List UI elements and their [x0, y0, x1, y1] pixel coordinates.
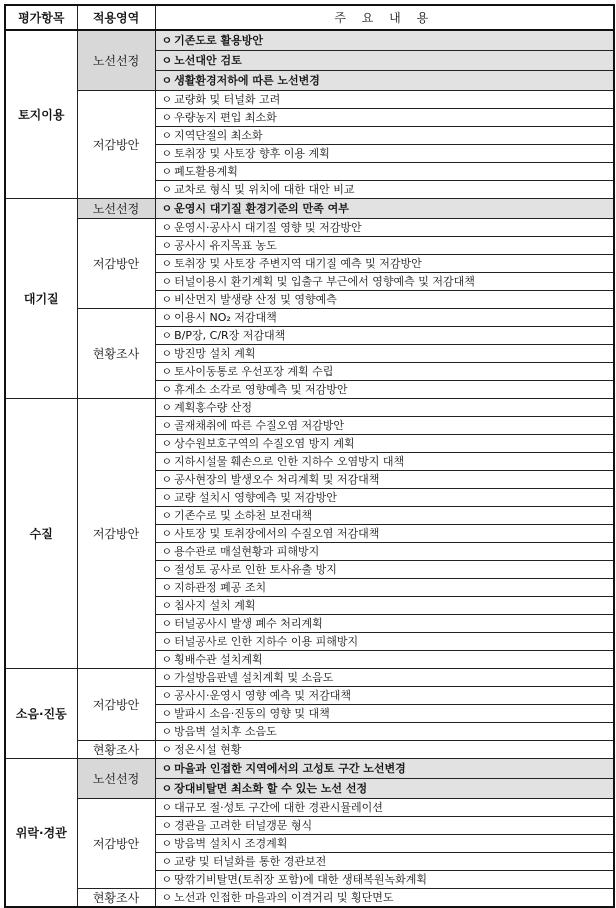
content-cell	[155, 363, 614, 381]
header-evaluation-item: 평가항목	[5, 5, 77, 30]
bullet-icon: ㅇ	[161, 800, 173, 814]
header-application-area: 적용영역	[77, 5, 155, 30]
content-text: 노선과 인접한 마을과의 이격거리 및 횡단면도	[174, 890, 394, 904]
content-cell	[155, 525, 614, 543]
category-cell: 토지이용	[5, 30, 77, 199]
area-cell: 노선선정	[77, 199, 155, 219]
bullet-icon: ㅇ	[161, 164, 173, 178]
bullet-icon: ㅇ	[161, 872, 173, 886]
area-cell: 저감방안	[77, 91, 155, 199]
content-cell	[155, 835, 614, 853]
content-cell	[155, 889, 614, 908]
bullet-icon: ㅇ	[161, 761, 173, 775]
bullet-icon: ㅇ	[161, 292, 173, 306]
area-cell: 저감방안	[77, 799, 155, 889]
content-cell	[155, 615, 614, 633]
content-cell	[155, 597, 614, 615]
category-cell: 대기질	[5, 199, 77, 399]
content-text: 생활환경저하에 따른 노선변경	[174, 73, 320, 87]
content-text: 노선대안 검토	[174, 53, 242, 67]
content-cell	[155, 799, 614, 817]
content-cell	[155, 651, 614, 669]
bullet-icon: ㅇ	[161, 634, 173, 648]
content-cell	[155, 435, 614, 453]
table-row	[5, 30, 614, 51]
bullet-icon: ㅇ	[161, 220, 173, 234]
content-text: 우량농지 편입 최소화	[174, 110, 277, 124]
bullet-icon: ㅇ	[161, 238, 173, 252]
content-text: 마을과 인접한 지역에서의 고성토 구간 노선변경	[174, 761, 406, 775]
bullet-icon: ㅇ	[161, 382, 173, 396]
category-cell: 수질	[5, 399, 77, 669]
content-text: 토취장 및 사토장 향후 이용 계획	[174, 146, 330, 160]
table-row	[5, 741, 614, 759]
content-text: 횡배수관 설치계획	[174, 652, 263, 666]
evaluation-table	[4, 4, 615, 908]
content-cell	[155, 561, 614, 579]
area-cell: 노선선정	[77, 30, 155, 91]
bullet-icon: ㅇ	[161, 742, 173, 756]
bullet-icon: ㅇ	[161, 818, 173, 832]
content-text: 이용시 NO₂ 저감대책	[174, 310, 277, 324]
content-text: 절성토 공사로 인한 토사유출 방지	[174, 562, 337, 576]
content-cell	[155, 91, 614, 109]
content-text: 운영시 대기질 환경기준의 만족 여부	[174, 201, 349, 215]
bullet-icon: ㅇ	[161, 781, 173, 795]
bullet-icon: ㅇ	[161, 400, 173, 414]
content-text: 경관을 고려한 터널갱문 형식	[174, 818, 313, 832]
bullet-icon: ㅇ	[161, 418, 173, 432]
content-text: 대규모 절·성토 구간에 대한 경관시뮬레이션	[174, 800, 383, 814]
bullet-icon: ㅇ	[161, 688, 173, 702]
content-cell	[155, 181, 614, 199]
content-cell	[155, 163, 614, 181]
table-row	[5, 309, 614, 327]
content-cell	[155, 327, 614, 345]
content-cell	[155, 723, 614, 741]
area-cell: 현황조사	[77, 741, 155, 759]
content-cell	[155, 579, 614, 597]
content-text: B/P장, C/R장 저감대책	[174, 328, 286, 342]
bullet-icon: ㅇ	[161, 472, 173, 486]
content-cell	[155, 543, 614, 561]
content-cell	[155, 345, 614, 363]
content-cell	[155, 633, 614, 651]
content-text: 공사시 유지목표 농도	[174, 238, 277, 252]
evaluation-table-wrapper	[4, 4, 615, 908]
content-cell	[155, 759, 614, 779]
content-cell	[155, 71, 614, 91]
content-cell	[155, 273, 614, 291]
area-cell: 노선선정	[77, 759, 155, 799]
bullet-icon: ㅇ	[161, 146, 173, 160]
content-text: 교차로 형식 및 위치에 대한 대안 비교	[174, 182, 355, 196]
content-text: 방진망 설치 계획	[174, 346, 256, 360]
content-cell	[155, 871, 614, 889]
content-text: 공사시·운영시 영향 예측 및 저감대책	[174, 688, 352, 702]
content-cell	[155, 51, 614, 71]
table-row	[5, 199, 614, 219]
content-text: 가설방음판넬 설치계획 및 소음도	[174, 670, 334, 684]
bullet-icon: ㅇ	[161, 73, 173, 87]
table-row	[5, 799, 614, 817]
bullet-icon: ㅇ	[161, 274, 173, 288]
content-text: 지하관정 폐공 조치	[174, 580, 267, 594]
content-text: 교량화 및 터널화 고려	[174, 92, 281, 106]
content-text: 지하시설물 훼손으로 인한 지하수 오염방지 대책	[174, 454, 405, 468]
bullet-icon: ㅇ	[161, 598, 173, 612]
header-main-content: 주 요 내 용	[155, 5, 614, 30]
bullet-icon: ㅇ	[161, 256, 173, 270]
area-cell: 현황조사	[77, 309, 155, 399]
content-text: 사토장 및 토취장에서의 수질오염 저감대책	[174, 526, 380, 540]
content-cell	[155, 705, 614, 723]
bullet-icon: ㅇ	[161, 706, 173, 720]
content-text: 정온시설 현황	[174, 742, 242, 756]
area-cell: 저감방안	[77, 399, 155, 669]
content-cell	[155, 779, 614, 799]
content-cell	[155, 237, 614, 255]
bullet-icon: ㅇ	[161, 724, 173, 738]
content-cell	[155, 687, 614, 705]
bullet-icon: ㅇ	[161, 346, 173, 360]
content-text: 계획홍수량 산정	[174, 400, 253, 414]
bullet-icon: ㅇ	[161, 182, 173, 196]
content-cell	[155, 741, 614, 759]
bullet-icon: ㅇ	[161, 836, 173, 850]
bullet-icon: ㅇ	[161, 128, 173, 142]
content-text: 토취장 및 사토장 주변지역 대기질 예측 및 저감방안	[174, 256, 422, 270]
content-cell	[155, 507, 614, 525]
content-cell	[155, 109, 614, 127]
bullet-icon: ㅇ	[161, 328, 173, 342]
bullet-icon: ㅇ	[161, 526, 173, 540]
content-cell	[155, 417, 614, 435]
area-cell: 저감방안	[77, 669, 155, 741]
content-cell	[155, 219, 614, 237]
content-text: 골재채취에 따른 수질오염 저감방안	[174, 418, 345, 432]
table-row	[5, 669, 614, 687]
content-cell	[155, 291, 614, 309]
content-text: 발파시 소음·진동의 영향 및 대책	[174, 706, 330, 720]
content-text: 상수원보호구역의 수질오염 방지 계획	[174, 436, 355, 450]
content-text: 터널공사로 인한 지하수 이용 피해방지	[174, 634, 359, 648]
area-cell: 저감방안	[77, 219, 155, 309]
bullet-icon: ㅇ	[161, 110, 173, 124]
content-cell	[155, 399, 614, 417]
content-cell	[155, 381, 614, 399]
table-row	[5, 219, 614, 237]
bullet-icon: ㅇ	[161, 53, 173, 67]
content-cell	[155, 199, 614, 219]
content-cell	[155, 309, 614, 327]
bullet-icon: ㅇ	[161, 890, 173, 904]
bullet-icon: ㅇ	[161, 580, 173, 594]
content-cell	[155, 127, 614, 145]
content-text: 폐도활용계획	[174, 164, 238, 178]
content-text: 공사현장의 발생오수 처리계획 및 저감대책	[174, 472, 380, 486]
bullet-icon: ㅇ	[161, 562, 173, 576]
area-cell: 현황조사	[77, 889, 155, 908]
bullet-icon: ㅇ	[161, 508, 173, 522]
content-text: 터널공사시 발생 폐수 처리계획	[174, 616, 323, 630]
content-text: 교량 및 터널화를 통한 경관보전	[174, 854, 327, 868]
content-cell	[155, 30, 614, 51]
table-row	[5, 889, 614, 908]
table-row	[5, 91, 614, 109]
content-text: 토사이동통로 우선포장 계획 수립	[174, 364, 334, 378]
bullet-icon: ㅇ	[161, 616, 173, 630]
bullet-icon: ㅇ	[161, 201, 173, 215]
content-text: 운영시·공사시 대기질 영향 및 저감방안	[174, 220, 362, 234]
content-cell	[155, 853, 614, 871]
bullet-icon: ㅇ	[161, 310, 173, 324]
content-text: 기존도로 활용방안	[174, 33, 263, 47]
bullet-icon: ㅇ	[161, 364, 173, 378]
content-cell	[155, 145, 614, 163]
content-cell	[155, 453, 614, 471]
content-text: 땅깎기비탈면(토취장 포함)에 대한 생태복원녹화계획	[174, 872, 427, 886]
content-cell	[155, 255, 614, 273]
content-text: 용수관로 매설현황과 피해방지	[174, 544, 320, 558]
bullet-icon: ㅇ	[161, 33, 173, 47]
table-body	[5, 30, 614, 907]
content-cell	[155, 669, 614, 687]
content-text: 방음벽 설치후 소음도	[174, 724, 277, 738]
content-text: 기존수로 및 소하천 보전대책	[174, 508, 313, 522]
content-text: 휴게소 소각로 영향예측 및 저감방안	[174, 382, 348, 396]
bullet-icon: ㅇ	[161, 670, 173, 684]
bullet-icon: ㅇ	[161, 490, 173, 504]
content-text: 장대비탈면 최소화 할 수 있는 노선 선정	[174, 781, 368, 795]
content-cell	[155, 817, 614, 835]
bullet-icon: ㅇ	[161, 454, 173, 468]
bullet-icon: ㅇ	[161, 436, 173, 450]
content-text: 비산먼지 발생량 산정 및 영향예측	[174, 292, 337, 306]
table-row	[5, 399, 614, 417]
bullet-icon: ㅇ	[161, 652, 173, 666]
category-cell: 소음·진동	[5, 669, 77, 759]
content-text: 터널이용시 환기계획 및 입출구 부근에서 영향예측 및 저감대책	[174, 274, 475, 288]
bullet-icon: ㅇ	[161, 544, 173, 558]
bullet-icon: ㅇ	[161, 92, 173, 106]
content-text: 교량 설치시 영향예측 및 저감방안	[174, 490, 337, 504]
content-cell	[155, 489, 614, 507]
category-cell: 위락·경관	[5, 759, 77, 908]
table-header-row	[5, 5, 614, 30]
content-text: 지역단절의 최소화	[174, 128, 263, 142]
bullet-icon: ㅇ	[161, 854, 173, 868]
content-text: 침사지 설치 계획	[174, 598, 256, 612]
table-row	[5, 759, 614, 779]
content-text: 방음벽 설치시 조경계획	[174, 836, 288, 850]
content-cell	[155, 471, 614, 489]
